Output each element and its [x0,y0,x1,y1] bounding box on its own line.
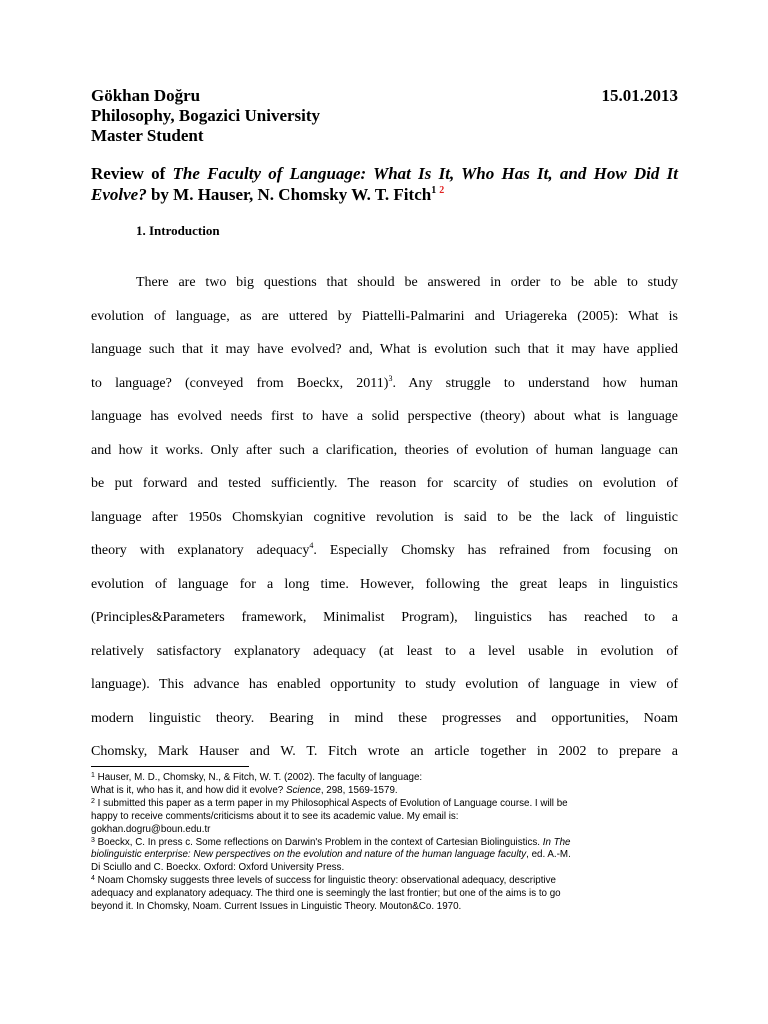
document-title [91,163,678,205]
footnotes [91,772,686,914]
section-heading: 1. Introduction [136,223,220,238]
paragraph-line: modern linguistic theory. Bearing in mind these progresses and opportunities, Noam [91,710,678,726]
footnote-text: Noam Chomsky suggests three levels of success for linguistic theory: observational adequacy, descriptive [94,875,556,887]
footnote-4 [91,875,686,888]
paragraph-line [91,367,678,401]
paragraph-line: language such that it may have evolved? and, What is evolution such that it may have applied [91,342,678,357]
footnote-text: Hauser, M. D., Chomsky, N., & Fitch, W. T. (2002). The faculty of language: [94,772,423,783]
footnote-text: I submitted this paper as a term paper in my Philosophical Aspects of Evolution of Language course. I will be [94,797,568,809]
footnote-italic: In The [542,836,571,848]
footnote-text: , ed. A.-M. [526,849,571,861]
footnote-number: 2 [91,797,95,805]
author-header [91,86,678,146]
footnote-ref-4[interactable]: 4 [309,541,314,550]
paragraph-line: Chomsky, Mark Hauser and W. T. Fitch wrote an article together in 2002 to prepare a [91,744,678,759]
footnote-italic: biolinguistic enterprise: New perspectives on the evolution and nature of the human language faculty [91,849,527,861]
footnote-1 [91,772,686,785]
footnote-text: What is it, who has it, and how did it evolve? [91,784,286,796]
footnote-number: 4 [91,875,95,883]
footnote-3-cont [91,849,686,862]
paragraph-line: and how it works. Only after such a clarification, theories of evolution of human language can [91,442,678,458]
author-name: Gökhan Doğru [91,86,201,105]
title-byline: by M. Hauser, N. Chomsky W. T. Fitch [146,185,432,204]
paragraph-line: language after 1950s Chomskyian cognitive revolution is said to be the lack of linguistic [91,509,678,525]
author-status: Master Student [91,126,204,145]
reviewed-work-title: The Faculty of Language: What Is It, Who Has It, and How Did It Evolve? [91,164,678,204]
paragraph-line: be put forward and tested sufficiently. The reason for scarcity of studies on evolution of [91,476,678,491]
footnote-3 [91,837,686,850]
email-link[interactable]: gokhan.dogru@boun.edu.tr [91,823,211,835]
footnote-text: Boeckx, C. In press c. Some reflections on Darwin's Problem in the context of Cartesian Biolinguistics. [94,836,543,848]
footnote-text: , 298, 1569-1579. [320,784,398,796]
footnote-2-cont: happy to receive comments/criticisms about it to see its academic value. My email is: [91,810,459,822]
line-text: . Any struggle to understand how human [392,375,678,391]
body-paragraph [91,266,678,769]
paragraph-line: evolution of language for a long time. However, following the great leaps in linguistics [91,576,678,592]
paragraph-line: (Principles&Parameters framework, Minimalist Program), linguistics has reached to a [91,610,678,625]
line-text: theory with explanatory adequacy [91,543,310,558]
journal-name: Science [285,784,321,796]
paragraph-line: There are two big questions that should be answered in order to be able to study [136,275,678,290]
footnote-1-cont [91,785,686,798]
paragraph-line: evolution of language, as are uttered by Piattelli-Palmarini and Uriagereka (2005): What is [91,308,678,324]
footnote-ref-2[interactable]: 2 [439,185,445,196]
footnote-separator [91,766,249,767]
footnote-number: 3 [91,836,95,844]
title-prefix: Review of [91,164,173,183]
footnote-3-cont: Di Sciullo and C. Boeckx. Oxford: Oxford University Press. [91,862,345,874]
paragraph-line: relatively satisfactory explanatory adequacy (at least to a level usable in evolution of [91,643,678,659]
line-text: . Especially Chomsky has refrained from focusing on [313,543,679,558]
author-affiliation: Philosophy, Bogazici University [91,106,321,125]
footnote-4-cont: beyond it. In Chomsky, Noam. Current Issues in Linguistic Theory. Mouton&Co. 1970. [91,901,462,913]
footnote-number: 1 [91,772,95,779]
paragraph-line: language has evolved needs first to have a solid perspective (theory) about what is language [91,409,678,424]
document-date: 15.01.2013 [601,86,678,105]
footnote-ref-3[interactable]: 3 [388,373,393,383]
footnote-4-cont: adequacy and explanatory adequacy. The third one is seemingly the last frontier; but one of the aims is to go [91,888,561,900]
line-text: to language? (conveyed from Boeckx, 2011) [91,375,389,391]
footnote-2 [91,798,686,811]
footnote-ref-1[interactable]: 1 [431,185,437,196]
paragraph-line [91,534,678,568]
paragraph-line: language). This advance has enabled opportunity to study evolution of language in view of [91,677,678,692]
